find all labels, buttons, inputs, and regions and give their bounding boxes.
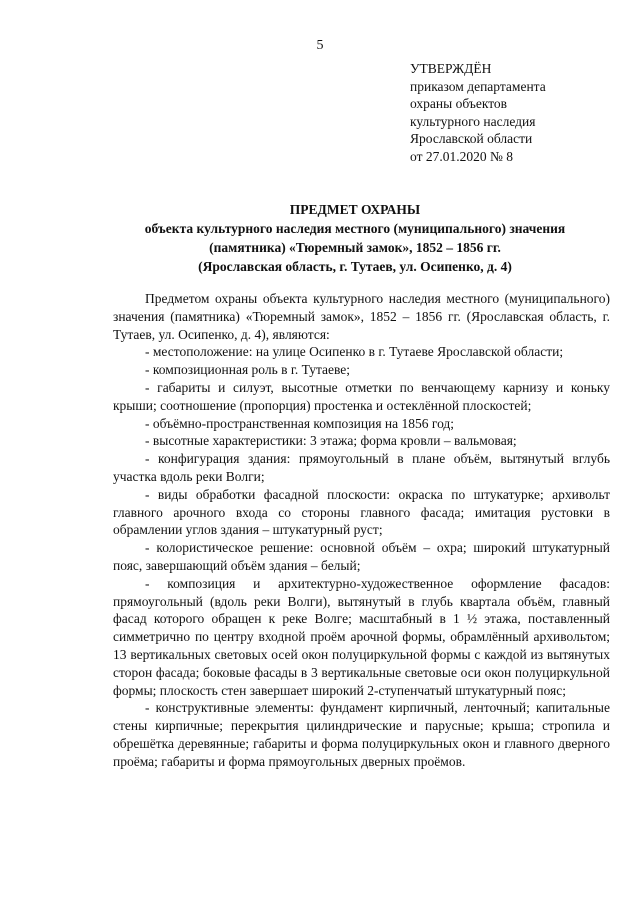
document-body (113, 290, 610, 771)
title-line: (памятника) «Тюремный замок», 1852 – 1856 гг. (209, 240, 501, 255)
list-item: - объёмно-пространственная композиция на 1856 год; (145, 415, 455, 431)
approval-line: охраны объектов (410, 96, 508, 111)
document-title (100, 200, 610, 276)
list-item: - колористическое решение: основной объём – охра; широкий штукатурный пояс, завершающий объём здания – белый; (113, 540, 610, 573)
approval-stamp-block (410, 60, 610, 165)
list-item: - конфигурация здания: прямоугольный в плане объём, вытянутый вглубь участка вдоль реки Волги; (113, 451, 610, 484)
approval-line: культурного наследия (410, 113, 536, 129)
approval-line: от 27.01.2020 № 8 (410, 148, 513, 164)
list-item: - композиция и архитектурно-художественное оформление фасадов: прямоугольный (вдоль реки Волги), вытянутый в глубь квартала объём, главный фасад которого обращен к реке Волге; масштабный в 1 ½ этажа, поставленный симметрично по центру входной проём арочной формы, обрамлённый архивольтом; 13 вертикальных световых осей окон полуциркульной формы с каждой из вытянутых сторон фасада; боковые фасады в 3 вертикальные световые оси окон полуциркульной формы; плоскость стен завершает широкий 2-ступенчатый штукатурный пояс; (113, 575, 610, 698)
approval-line: приказом департамента (410, 78, 546, 94)
paragraph: Предметом охраны объекта культурного наследия местного (муниципального) значения (памятника) «Тюремный замок», 1852 – 1856 гг. (Ярославская область, г. Тутаев, ул. Осипенко, д. 4), являются: (113, 291, 610, 342)
approval-line: Ярославской области (410, 131, 533, 146)
page-number: 5 (316, 38, 324, 53)
title-line: объекта культурного наследия местного (муниципального) значения (144, 221, 566, 236)
list-item: - композиционная роль в г. Тутаеве; (145, 362, 351, 378)
list-item: - местоположение: на улице Осипенко в г. Тутаеве Ярославской области; (145, 344, 564, 360)
title-line: (Ярославская область, г. Тутаев, ул. Осипенко, д. 4) (198, 259, 512, 274)
approval-line: УТВЕРЖДЁН (410, 61, 492, 76)
list-item: - габариты и силуэт, высотные отметки по венчающему карнизу и коньку крыши; соотношение (пропорция) простенка и остеклённой плоскостей; (113, 379, 610, 413)
list-item: - высотные характеристики: 3 этажа; форма кровли – вальмовая; (145, 433, 517, 449)
list-item: - конструктивные элементы: фундамент кирпичный, ленточный; капитальные стены кирпичные; перекрытия цилиндрические и парусные; крыша; стропила и обрешётка деревянные; габариты и форма полуциркульных окон и главного дверного проёма; габариты и форма прямоугольных дверных проёмов. (113, 700, 610, 769)
list-item: - виды обработки фасадной плоскости: окраска по штукатурке; архивольт главного арочного входа со стороны главного фасада; имитация рустовки в обрамлении углов здания – штукатурный руст; (113, 486, 610, 538)
title-line: ПРЕДМЕТ ОХРАНЫ (289, 202, 421, 217)
